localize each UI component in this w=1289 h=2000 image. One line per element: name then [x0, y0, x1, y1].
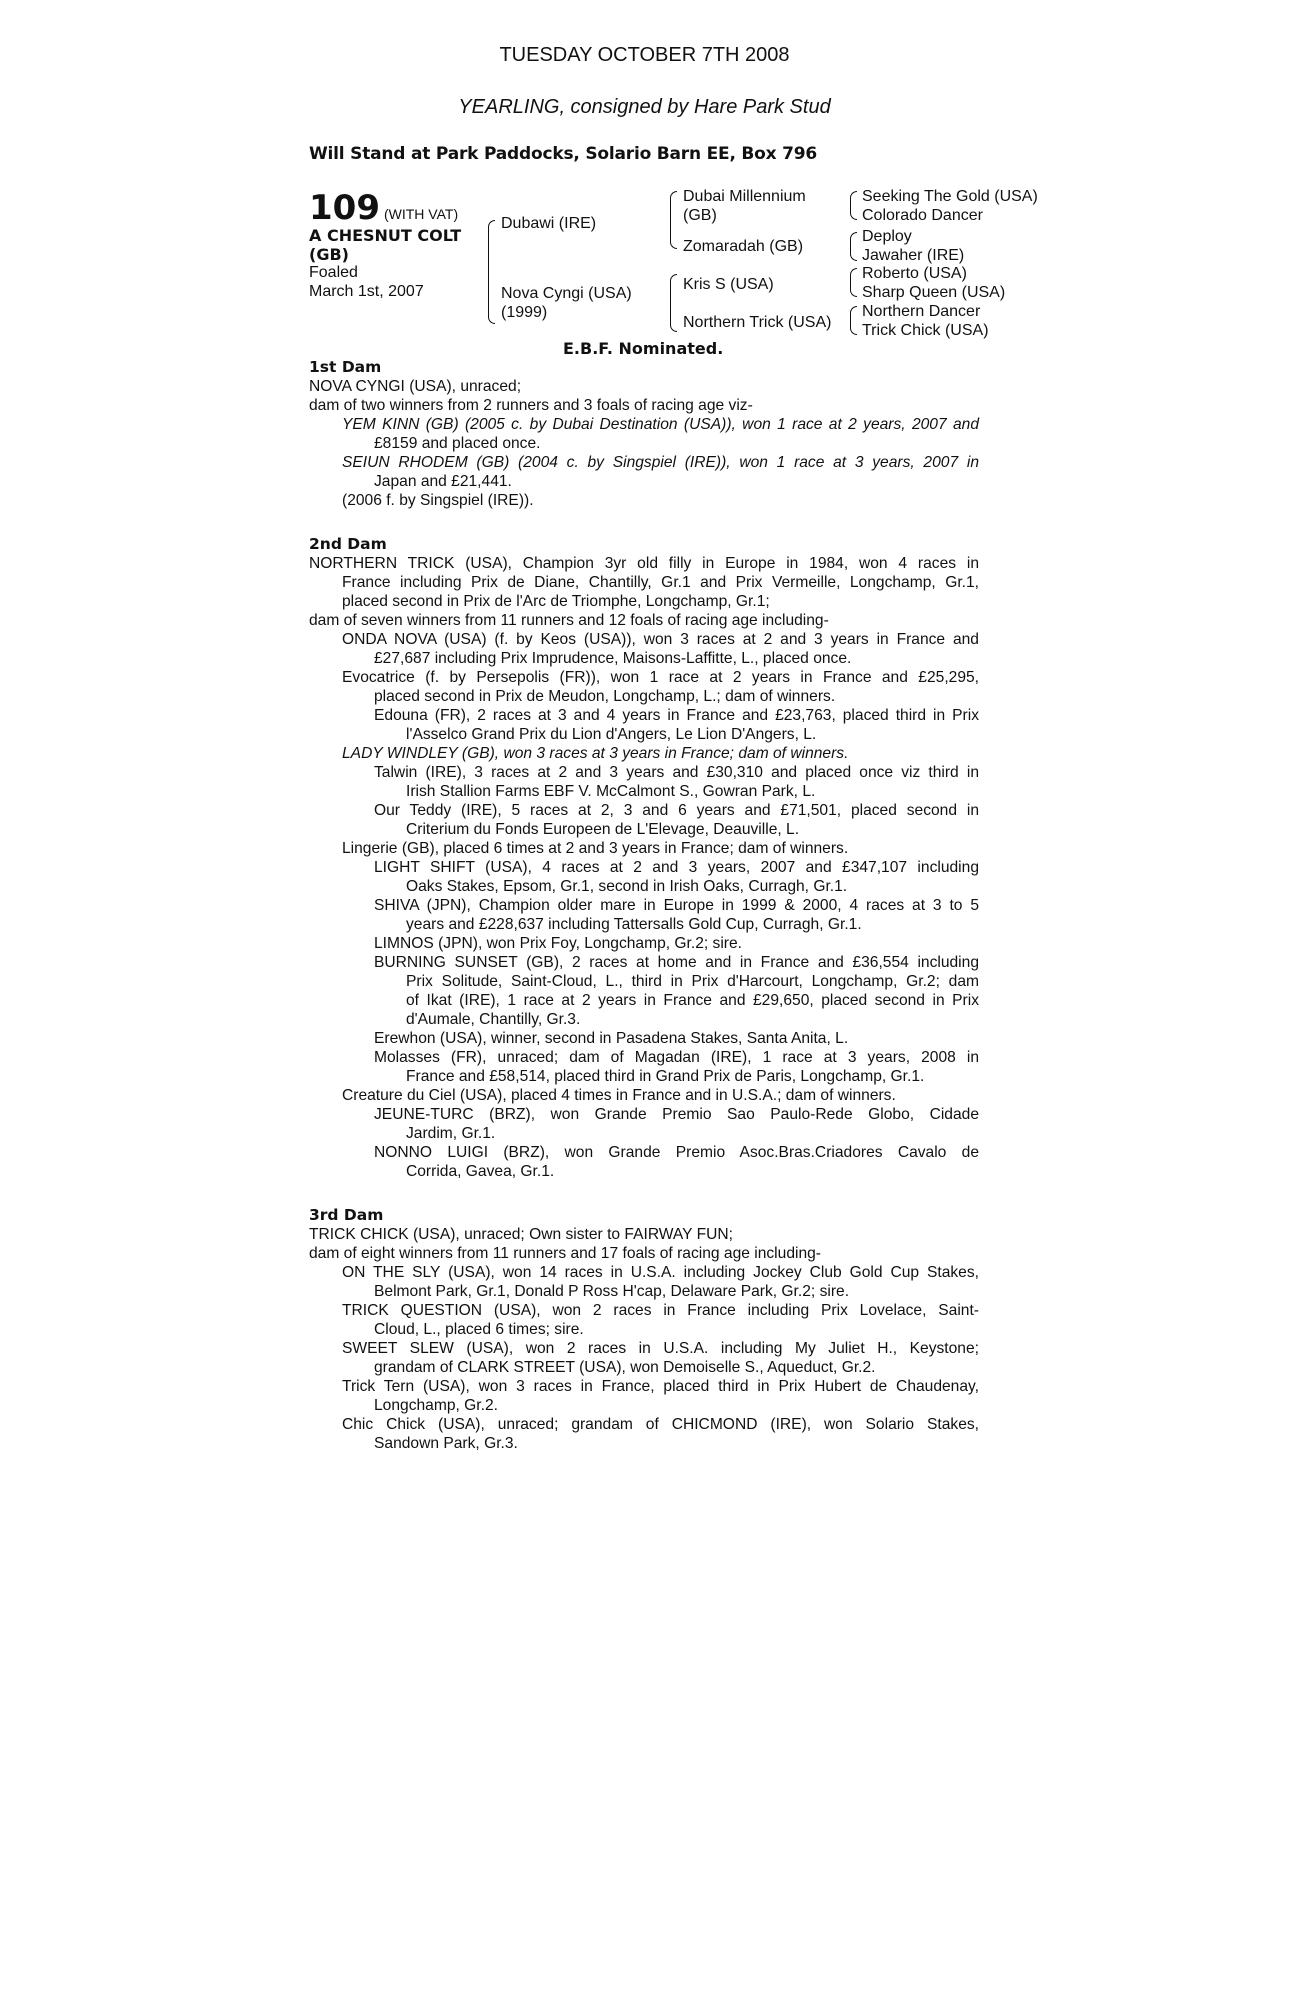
third-dam-line: ON THE SLY (USA), won 14 races in U.S.A. including Jockey Club Gold Cup Stakes, [342, 1264, 979, 1281]
second-dam-line: Prix Solitude, Saint-Cloud, L., third in Prix d'Harcourt, Longchamp, Gr.2; dam [406, 973, 979, 990]
first-dam-line: dam of two winners from 2 runners and 3 foals of racing age viz- [309, 397, 753, 414]
pedigree-sds: Deploy [862, 228, 912, 245]
pedigree-dds: Northern Dancer [862, 303, 981, 320]
pedigree-sire-sire-line1: Dubai Millennium [683, 188, 806, 205]
pedigree-brace-gen3-1 [850, 191, 857, 220]
first-dam-line: NOVA CYNGI (USA), unraced; [309, 378, 522, 395]
second-dam-line: Our Teddy (IRE), 5 races at 2, 3 and 6 years and £71,501, placed second in [374, 802, 979, 819]
third-dam-line: Belmont Park, Gr.1, Donald P Ross H'cap, Delaware Park, Gr.2; sire. [374, 1283, 850, 1300]
third-dam-line: Chic Chick (USA), unraced; grandam of CHICMOND (IRE), won Solario Stakes, [342, 1416, 979, 1433]
lot-heading [309, 188, 458, 228]
pedigree-dsd: Sharp Queen (USA) [862, 284, 1006, 301]
pedigree-brace-gen2-dam [670, 274, 677, 332]
second-dam-line: Lingerie (GB), placed 6 times at 2 and 3 years in France; dam of winners. [342, 840, 849, 857]
foaled-label: Foaled [309, 264, 358, 281]
second-dam-line: JEUNE-TURC (BRZ), won Grande Premio Sao Paulo-Rede Globo, Cidade [374, 1106, 979, 1123]
third-dam-line: dam of eight winners from 11 runners and 17 foals of racing age including- [309, 1245, 821, 1262]
first-dam-line: Japan and £21,441. [374, 473, 512, 490]
second-dam-line: £27,687 including Prix Imprudence, Maisons-Laffitte, L., placed once. [374, 650, 852, 667]
third-dam-line: Trick Tern (USA), won 3 races in France, placed third in Prix Hubert de Chaudenay, [342, 1378, 979, 1395]
second-dam-line: LADY WINDLEY (GB), won 3 races at 3 years in France; dam of winners. [342, 745, 849, 762]
third-dam-line: TRICK QUESTION (USA), won 2 races in France including Prix Lovelace, Saint- [342, 1302, 979, 1319]
pedigree-sss: Seeking The Gold (USA) [862, 188, 1038, 205]
pedigree-brace-gen3-3 [850, 268, 857, 297]
second-dam-line: years and £228,637 including Tattersalls Gold Cup, Curragh, Gr.1. [406, 916, 862, 933]
dam-sections [309, 358, 979, 1453]
second-dam-line: BURNING SUNSET (GB), 2 races at home and in France and £36,554 including [374, 954, 979, 971]
pedigree-ssd: Colorado Dancer [862, 207, 983, 224]
second-dam-line: l'Asselco Grand Prix du Lion d'Angers, Le Lion D'Angers, L. [406, 726, 817, 743]
pedigree-sire-sire-line2: (GB) [683, 207, 717, 224]
vat-note: (WITH VAT) [383, 206, 459, 222]
second-dam-line: LIMNOS (JPN), won Prix Foy, Longchamp, Gr.2; sire. [374, 935, 743, 952]
sale-date: TUESDAY OCTOBER 7TH 2008 [499, 44, 790, 66]
third-dam-line: Longchamp, Gr.2. [374, 1397, 498, 1414]
second-dam-line: Oaks Stakes, Epsom, Gr.1, second in Irish Oaks, Curragh, Gr.1. [406, 878, 848, 895]
first-dam-line: (2006 f. by Singspiel (IRE)). [342, 492, 534, 509]
second-dam-line: placed second in Prix de Meudon, Longchamp, L.; dam of winners. [374, 688, 836, 705]
pedigree-dam-line1: Nova Cyngi (USA) [501, 285, 632, 302]
second-dam-line: d'Aumale, Chantilly, Gr.3. [406, 1011, 581, 1028]
second-dam-line: Evocatrice (f. by Persepolis (FR)), won 1 race at 2 years in France and £25,295, [342, 669, 979, 686]
pedigree-ddd: Trick Chick (USA) [862, 322, 989, 339]
stabling-line: Will Stand at Park Paddocks, Solario Barn EE, Box 796 [309, 144, 818, 164]
second-dam-line: placed second in Prix de l'Arc de Triomphe, Longchamp, Gr.1; [342, 593, 770, 610]
lot-number: 109 [309, 188, 380, 228]
third-dam-line: grandam of CLARK STREET (USA), won Demoiselle S., Aqueduct, Gr.2. [374, 1359, 876, 1376]
foaled-date: March 1st, 2007 [309, 283, 424, 300]
third-dam-line: Cloud, L., placed 6 times; sire. [374, 1321, 584, 1338]
second-dam-line: dam of seven winners from 11 runners and 12 foals of racing age including- [309, 612, 829, 629]
pedigree-sire-dam: Zomaradah (GB) [683, 238, 804, 255]
pedigree-brace-gen1 [488, 220, 495, 324]
second-dam-line: Jardim, Gr.1. [406, 1125, 496, 1142]
pedigree-brace-gen3-2 [850, 232, 857, 261]
second-dam-line: NONNO LUIGI (BRZ), won Grande Premio Asoc.Bras.Criadores Cavalo de [374, 1144, 979, 1161]
second-dam-line: SHIVA (JPN), Champion older mare in Europe in 1999 & 2000, 4 races at 3 to 5 [374, 897, 979, 914]
second-dam-line: Criterium du Fonds Europeen de L'Elevage, Deauville, L. [406, 821, 800, 838]
pedigree-brace-gen2-sire [670, 191, 677, 249]
pedigree-brace-gen3-4 [850, 306, 857, 335]
second-dam-heading: 2nd Dam [309, 535, 387, 553]
consignor-line: YEARLING, consigned by Hare Park Stud [458, 96, 831, 118]
second-dam-line: NORTHERN TRICK (USA), Champion 3yr old filly in Europe in 1984, won 4 races in [309, 555, 979, 572]
third-dam-heading: 3rd Dam [309, 1206, 384, 1224]
first-dam-line: SEIUN RHODEM (GB) (2004 c. by Singspiel (IRE)), won 1 race at 3 years, 2007 in [342, 454, 979, 471]
third-dam-line: Sandown Park, Gr.3. [374, 1435, 518, 1452]
third-dam-line: SWEET SLEW (USA), won 2 races in U.S.A. including My Juliet H., Keystone; [342, 1340, 979, 1357]
first-dam-heading: 1st Dam [309, 358, 382, 376]
second-dam-line: Irish Stallion Farms EBF V. McCalmont S., Gowran Park, L. [406, 783, 816, 800]
second-dam-line: Talwin (IRE), 3 races at 2 and 3 years and £30,310 and placed once viz third in [374, 764, 979, 781]
second-dam-line: Corrida, Gavea, Gr.1. [406, 1163, 555, 1180]
second-dam-line: Erewhon (USA), winner, second in Pasadena Stakes, Santa Anita, L. [374, 1030, 849, 1047]
second-dam-line: Molasses (FR), unraced; dam of Magadan (IRE), 1 race at 3 years, 2008 in [374, 1049, 979, 1066]
lot-description-line1: A CHESNUT COLT [309, 226, 462, 245]
first-dam-line: YEM KINN (GB) (2005 c. by Dubai Destination (USA)), won 1 race at 2 years, 2007 and [342, 416, 979, 433]
pedigree-dam-sire: Kris S (USA) [683, 276, 774, 293]
pedigree-dss: Roberto (USA) [862, 265, 967, 282]
second-dam-line: France and £58,514, placed third in Grand Prix de Paris, Longchamp, Gr.1. [406, 1068, 925, 1085]
second-dam-line: Edouna (FR), 2 races at 3 and 4 years in France and £23,763, placed third in Prix [374, 707, 979, 724]
first-dam-line: £8159 and placed once. [374, 435, 541, 452]
second-dam-line: of Ikat (IRE), 1 race at 2 years in France and £29,650, placed second in Prix [406, 992, 979, 1009]
pedigree-dam-dam: Northern Trick (USA) [683, 314, 832, 331]
pedigree-sire: Dubawi (IRE) [501, 215, 597, 232]
second-dam-line: ONDA NOVA (USA) (f. by Keos (USA)), won 3 races at 2 and 3 years in France and [342, 631, 979, 648]
second-dam-line: Creature du Ciel (USA), placed 4 times in France and in U.S.A.; dam of winners. [342, 1087, 896, 1104]
ebf-note: E.B.F. Nominated. [563, 339, 724, 358]
pedigree-sdd: Jawaher (IRE) [862, 247, 965, 264]
lot-description-line2: (GB) [309, 245, 349, 264]
third-dam-line: TRICK CHICK (USA), unraced; Own sister to FAIRWAY FUN; [309, 1226, 734, 1243]
pedigree-dam-line2: (1999) [501, 304, 548, 321]
second-dam-line: France including Prix de Diane, Chantilly, Gr.1 and Prix Vermeille, Longchamp, Gr.1, [342, 574, 979, 591]
second-dam-line: LIGHT SHIFT (USA), 4 races at 2 and 3 years, 2007 and £347,107 including [374, 859, 979, 876]
